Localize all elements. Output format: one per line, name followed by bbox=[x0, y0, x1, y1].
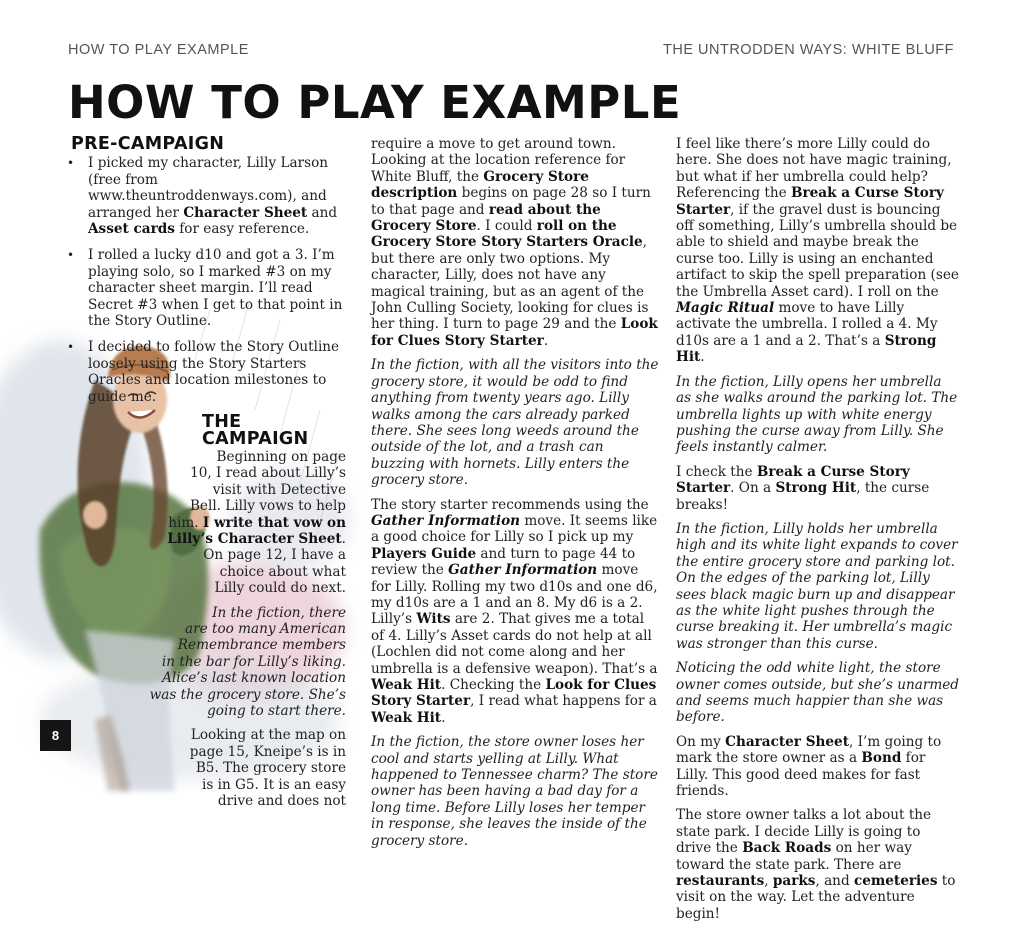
section-heading-the-campaign: THE CAMPAIGN bbox=[202, 412, 309, 449]
fiction-paragraph: Noticing the odd white light, the store owner comes outside, but she’s unarmed and seems much happier than she was before. bbox=[676, 660, 959, 726]
paragraph: Beginning on page 10, I read about Lilly’s visit with Detective Bell. Lilly vows to help him. I write that vow on Lilly’s Character Sheet. On page 12, I have a choice about what Lilly could do next. bbox=[167, 448, 346, 597]
running-header-right: THE UNTRODDEN WAYS: WHITE BLUFF bbox=[663, 42, 954, 58]
column-3 bbox=[676, 136, 959, 930]
paragraph: I check the Break a Curse Story Starter. On a Strong Hit, the curse breaks! bbox=[676, 463, 930, 513]
page-number: 8 bbox=[40, 720, 71, 751]
list-item: • I decided to follow the Story Outline loosely using the Story Starters Oracles and location milestones to guide me. bbox=[60, 339, 352, 405]
paragraph: Looking at the map on page 15, Kneipe’s is in B5. The grocery store is in G5. It is an easy drive and does not bbox=[189, 727, 346, 810]
fiction-paragraph: In the fiction, there are too many American Remembrance members in the bar for Lilly’s liking. Alice’s last known location was the grocery store. She’s going to start there. bbox=[149, 604, 346, 719]
fiction-paragraph: In the fiction, Lilly opens her umbrella as she walks around the parking lot. The umbrella lights up with white energy pushing the curse away from Lilly. She feels instantly calmer. bbox=[676, 373, 958, 456]
paragraph: The story starter recommends using the Gather Information move. It seems like a good choice for Lilly so I pick up my Players Guide and turn to page 44 to review the Gather Information move for Lilly. Rolling my two d10s and one d6, my d10s are a 1 and an 8. My d6 is a 2. Lilly’s Wits are 2. That gives me a total of 4. Lilly’s Asset cards do not help at all (Lochlen did not come along and her umbrella is a defensive weapon). That’s a Weak Hit. Checking the Look for Clues Story Starter, I read what happens for a Weak Hit. bbox=[371, 496, 658, 726]
fiction-paragraph: In the fiction, Lilly holds her umbrella high and its white light expands to cover the entire grocery store and parking lot. On the edges of the parking lot, Lilly sees black magic burn up and disappear as the white light pushes through the curse breaking it. Her umbrella’s magic was stronger than this curse. bbox=[676, 520, 958, 652]
section-heading-pre-campaign: PRE-CAMPAIGN bbox=[71, 134, 225, 154]
column-1 bbox=[60, 136, 352, 817]
paragraph: require a move to get around town. Looking at the location reference for White Bluff, the Grocery Store description begins on page 28 so I turn to that page and read about the Grocery Store. I could roll on the Grocery Store Story Starters Oracle, but there are only two options. My character, Lilly, does not have any magical training, but as an agent of the John Culling Society, looking for clues is her thing. I turn to page 29 and the Look for Clues Story Starter. bbox=[371, 136, 658, 349]
running-header-left: HOW TO PLAY EXAMPLE bbox=[68, 42, 249, 58]
pre-campaign-list bbox=[60, 155, 352, 405]
column-2 bbox=[371, 136, 660, 857]
page-title: HOW TO PLAY EXAMPLE bbox=[68, 76, 682, 129]
paragraph: I feel like there’s more Lilly could do here. She does not have magic training, but what if her umbrella could help? Referencing the Break a Curse Story Starter, if the gravel dust is bouncing off something, Lilly’s umbrella should be able to shield and maybe break the curse too. Lilly is using an enchanted artifact to skip the spell preparation (see the Umbrella Asset card). I roll on the Magic Ritual move to have Lilly activate the umbrella. I rolled a 4. My d10s are a 1 and a 2. That’s a Strong Hit. bbox=[676, 136, 959, 366]
paragraph: On my Character Sheet, I’m going to mark the store owner as a Bond for Lilly. This good deed makes for fast friends. bbox=[676, 733, 942, 800]
paragraph: The store owner talks a lot about the state park. I decide Lilly is going to drive the Back Roads on her way toward the state park. There are restaurants, parks, and cemeteries to visit on the way. Let the adventure begin! bbox=[676, 807, 956, 922]
list-item: • I picked my character, Lilly Larson (free from www.theuntroddenways.com), and arranged her Character Sheet and Asset cards for easy reference. bbox=[60, 155, 352, 237]
fiction-paragraph: In the fiction, with all the visitors into the grocery store, it would be odd to find anything from twenty years ago. Lilly walks among the cars already parked there. She sees long weeds around the outside of the lot, and a trash can buzzing with hornets. Lilly enters the grocery store. bbox=[371, 357, 659, 489]
fiction-paragraph: In the fiction, the store owner loses her cool and starts yelling at Lilly. What happened to Tennessee charm? The store owner has been having a bad day for a long time. Before Lilly loses her temper in response, she leaves the inside of the grocery store. bbox=[371, 734, 658, 849]
campaign-section bbox=[60, 414, 352, 809]
list-item: • I rolled a lucky d10 and got a 3. I’m playing solo, so I marked #3 on my character sheet margin. I’ll read Secret #3 when I get to that point in the Story Outline. bbox=[60, 247, 352, 329]
